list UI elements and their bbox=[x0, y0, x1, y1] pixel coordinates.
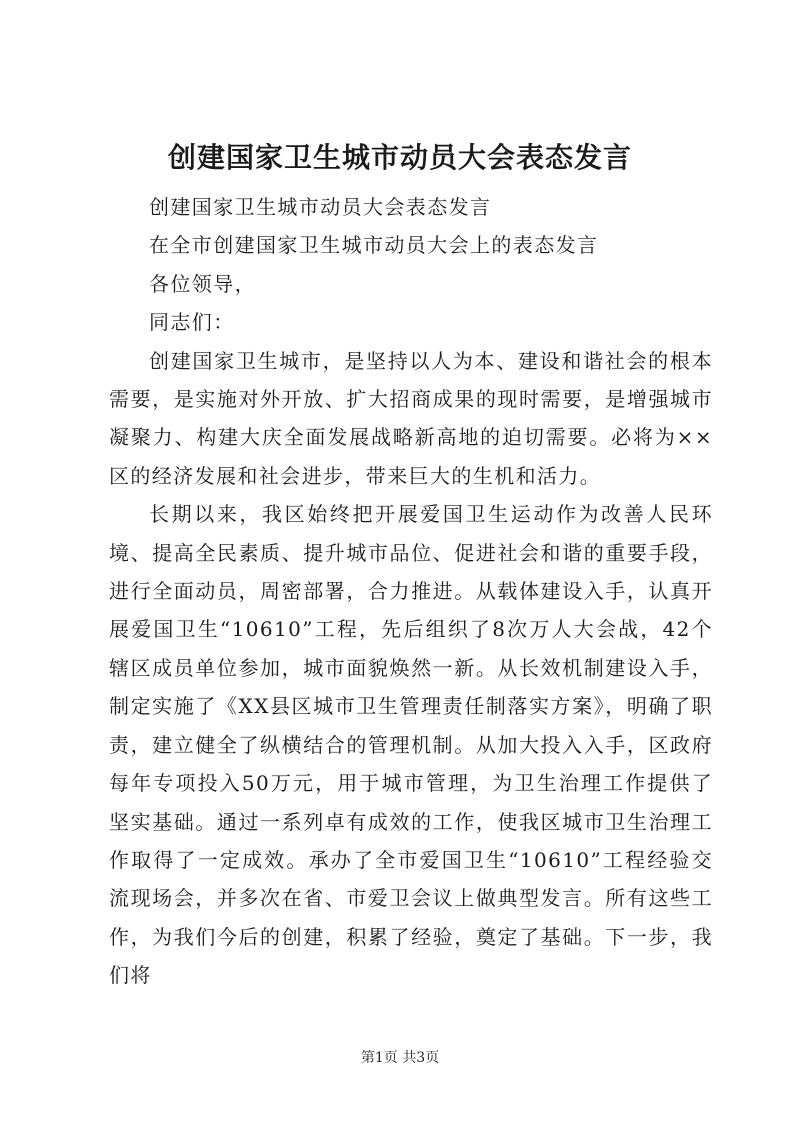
body-paragraph: 长期以来，我区始终把开展爱国卫生运动作为改善人民环境、提高全民素质、提升城市品位、促进社会和谐的重要手段，进行全面动员，周密部署，合力推进。从载体建设入手，认真开展爱国卫生“10610”工程，先后组织了8次万人大会战，42个辖区成员单位参加，城市面貌焕然一新。从长效机制建设入手，制定实施了《XX县区城市卫生管理责任制落实方案》，明确了职责，建立健全了纵横结合的管理机制。从加大投入入手，区政府每年专项投入50万元，用于城市管理，为卫生治理工作提供了坚实基础。通过一系列卓有成效的工作，使我区城市卫生治理工作取得了一定成效。承办了全市爱国卫生“10610”工程经验交流现场会，并多次在省、市爱卫会议上做典型发言。所有这些工作，为我们今后的创建，积累了经验，奠定了基础。下一步，我们将 bbox=[109, 502, 713, 988]
document-body bbox=[109, 188, 713, 995]
subtitle-line: 创建国家卫生城市动员大会表态发言 bbox=[149, 195, 492, 219]
salutation-line: 同志们： bbox=[149, 310, 235, 335]
subtitle-line: 在全市创建国家卫生城市动员大会上的表态发言 bbox=[149, 233, 599, 258]
page-footer: 第1页 共3页 bbox=[360, 1050, 440, 1066]
document-title: 创建国家卫生城市动员大会表态发言 bbox=[167, 141, 632, 174]
body-paragraph: 创建国家卫生城市，是坚持以人为本、建设和谐社会的根本需要，是实施对外开放、扩大招商成果的现时需要，是增强城市凝聚力、构建大庆全面发展战略新高地的迫切需要。必将为××区的经济发展和社会进步，带来巨大的生机和活力。 bbox=[109, 348, 713, 488]
salutation-line: 各位领导， bbox=[149, 271, 256, 296]
